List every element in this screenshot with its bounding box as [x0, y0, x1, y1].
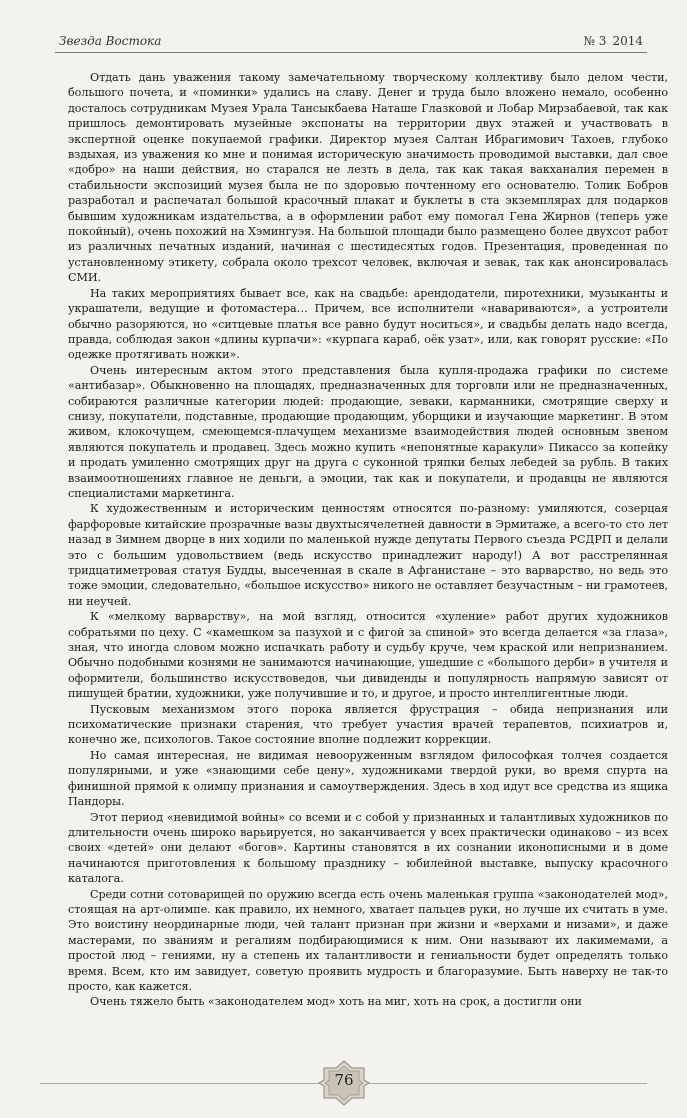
paragraph: К «мелкому варварству», на мой взгляд, относится «хуление» работ других художников собратьями по цеху. С «камешком за пазухой и с фигой за спиной» это всегда делается «за глаза», зная, что иногда словом можно испачкать работу и судьбу круче, чем краской или непризнанием. Обычно подобными кознями не занимаются начинающие, ушедшие с «большого дерби» в учителя и оформители, большинство искусствоведов, чьи дивиденды и популярность напрямую зависят от пишущей братии, художники, уже получившие и то, и другое, и просто интеллигентные люди. — [68, 610, 668, 701]
issue-info — [578, 34, 643, 48]
issue-number: № 3 — [583, 34, 607, 48]
paragraph: Этот период «невидимой войны» со всеми и с собой у признанных и талантливых художников по длительности очень широко варьируется, но заканчивается у всех практически одинаково – из всех своих «детей» они делают «богов». Картины становятся в их сознании иконописными и в доме начинаются приготовления к большому празднику – юбилейной выставке, выпуску красочного каталога. — [68, 810, 668, 886]
page-number: 76 — [334, 1071, 354, 1089]
paragraph: Очень интересным актом этого представления была купля-продажа графики по системе «антибазар». Обыкновенно на площадях, предназначенных для торговли или не предназначенных, собираются различные категории людей: продающие, зеваки, карманники, смотрящие сверху и снизу, покупатели, подставные, продающие продающим, уборщики и изучающие маркетинг. В этом живом, клокочущем, смеющемся-плачущем механизме взаимодействия людей основным звеном являются покупатель и продавец. Здесь можно купить «непонятные каракули» Пикассо за копейку и продать умиленно смотрящих друг на друга с суконной тряпки белых лебедей за рубль. В таких взаимоотношениях главное не деньги, а эмоции, так как и покупатели, и продавцы не являются специалистами маркетинга. — [68, 363, 668, 500]
paragraph: Но самая интересная, не видимая невооруженным взглядом философкая толчея создается популярными, и уже «знающими себе цену», художниками твердой руки, во время спурта на финишной прямой к олимпу признания и самоутверждения. Здесь в ход идут все средства из ящика Пандоры. — [68, 748, 668, 809]
paragraph: Очень тяжело быть «законодателем мод» хоть на миг, хоть на срок, а достигли они — [90, 995, 582, 1009]
paragraph: Отдать дань уважения такому замечательному творческому коллективу было делом чести, большого почета, и «поминки» удались на славу. Денег и труда было вложено немало, особенно досталось сотрудникам Музея Урала Тансыкбаева Наташе Глазковой и Лобар Мирзабаевой, так как пришлось демонтировать музейные экспонаты на территории двух этажей и участвовать в экспертной оценке покупаемой графики. Директор музея Салтан Ибрагимович Тахоев, глубоко вздыхая, из уважения ко мне и понимая историческую значимость проводимой выставки, дал свое «добро» на наши действия, но старался не лезть в дела, так как такая вакханалия перемен в стабильности экспозиций музея была не по здоровью почтенному его основателю. Толик Бобров разработал и распечатал большой красочный плакат и буклеты в ста экземплярах для подарков бывшим художникам издательства, а в оформлении работ ему помогал Гена Жирнов (теперь уже покойный), очень похожий на Хэмингуэя. На большой площади было размещено более двухсот работ из различных печатных изданий, начиная с шестидесятых годов. Презентация, проведенная по установленному этикету, собрала около трехсот человек, включая и зевак, так как анонсировалась СМИ. — [68, 71, 668, 285]
paragraph: На таких мероприятиях бывает все, как на свадьбе: арендодатели, пиротехники, музыканты и украшатели, ведущие и фотомастера… Причем, все исполнители «навариваются», а устроители обычно разоряются, но «ситцевые платья все равно будут носиться», и свадьбы делать надо всегда, правда, соблюдая закон «длины курпачи»: «курпага караб, оёк узат», или, как говорят русские: «По одежке протягивать ножки». — [68, 286, 668, 362]
paragraph: Пусковым механизмом этого порока является фрустрация – обида непризнания или психоматические признаки старения, что требует участия врачей терапевтов, психиатров и, конечно же, психологов. Такое состояние вполне подлежит коррекции. — [68, 702, 668, 747]
page-footer — [0, 1052, 687, 1102]
issue-year: 2014 — [612, 34, 643, 48]
paragraph: К художественным и историческим ценностям относятся по-разному: умиляются, созерцая фарфоровые китайские прозрачные вазы двухтысячелетней давности в Эрмитаже, а всего-то сто лет назад в Зимнем дворце в них ходили по маленькой нужде депутаты Первого съезда РСДРП и делали это с большим удовольствием (ведь искусство принадлежит народу!) А вот расстрелянная тридцатиметровая статуя Будды, высеченная в скале в Афганистане – это варварство, но ведь это тоже эмоции, следовательно, «большое искусство» никого не оставляет безучастным – ни грамотеев, ни неучей. — [68, 502, 668, 608]
paragraph: Среди сотни сотоварищей по оружию всегда есть очень маленькая группа «законодателей мод», стоящая на арт-олимпе. как правило, их немного, хватает пальцев руки, но лучше их считать в уме. Это воистину неординарные люди, чей талант признан при жизни и «верхами и низами», и даже мастерами, по званиям и регалиям подбирающимися к ним. Они называют их лакимемами, а простой люд – гениями, ну а степень их талантливости и гениальности будет определять только время. Всем, кто им завидует, советую проявить мудрость и благоразумие. Быть наверху не так-то просто, как кажется. — [68, 887, 668, 993]
page-number-badge — [318, 1060, 370, 1106]
article-body — [68, 70, 668, 1010]
running-header — [55, 30, 647, 53]
journal-title: Звезда Востока — [59, 34, 162, 48]
